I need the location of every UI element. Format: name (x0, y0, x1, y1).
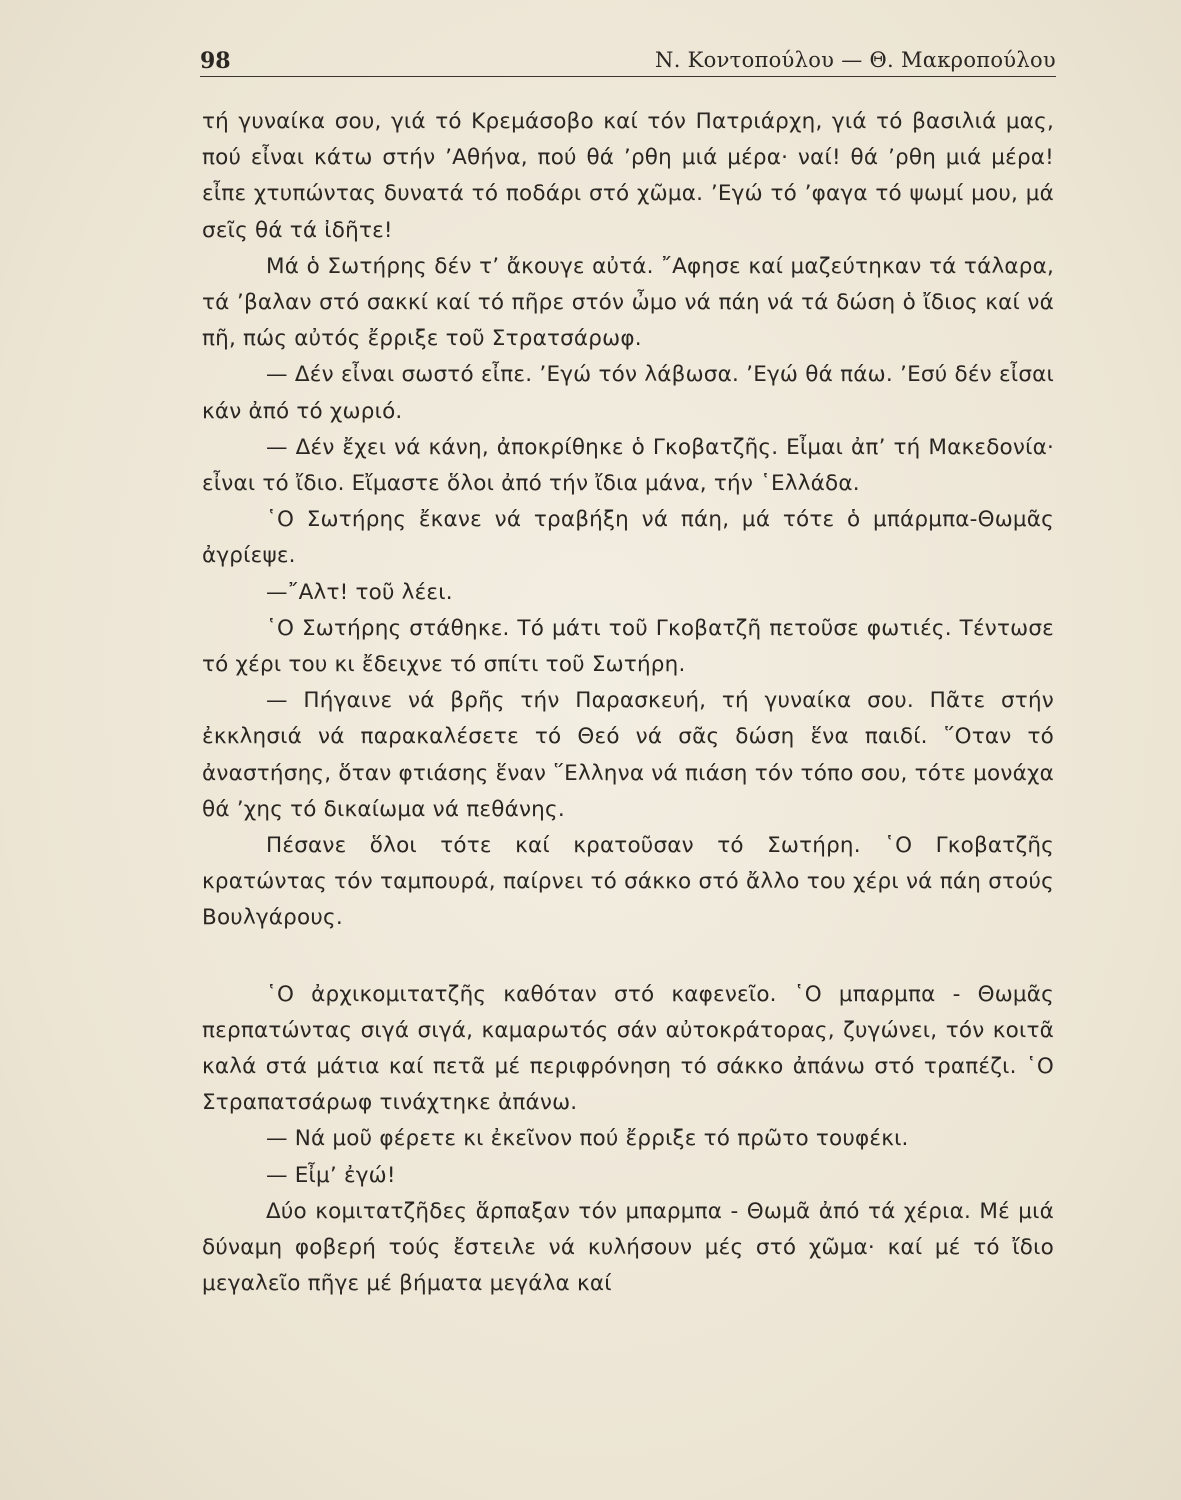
paragraph: —῎Αλτ! τοῦ λέει. (266, 579, 453, 605)
body-text (202, 104, 1054, 1303)
page-header (200, 44, 1056, 78)
paragraph: τή γυναίκα σου, γιά τό Κρεμάσοβο καί τόν Πατριάρχη, γιά τό βασιλιά μας, πού εἶναι κάτω στήν ’Αθήνα, πού θά ’ρθη μιά μέρα· ναί! θά ’ρθη μιά μέρα! εἶπε χτυπώντας δυνατά τό ποδάρι στό χῶμα. ’Εγώ τό ’φαγα τό ψωμί μου, μά σεῖς θά τά ἰδῆτε! (202, 109, 1054, 243)
paragraph: — Νά μοῦ φέρετε κι ἐκεῖνον πού ἔρριξε τό πρῶτο τουφέκι. (266, 1126, 909, 1152)
paragraph: — Πήγαινε νά βρῆς τήν Παρασκευή, τή γυναίκα σου. Πᾶτε στήν ἐκκλησιά νά παρακαλέσετε τό Θεό νά σᾶς δώση ἕνα παιδί. ῞Οταν τό ἀναστήσης, ὅταν φτιάσης ἕναν ῞Ελληνα νά πιάση τόν τόπο σου, τότε μονάχα θά ’χης τό δικαίωμα νά πεθάνης. (202, 688, 1054, 822)
paragraph: ῾Ο ἀρχικομιτατζῆς καθόταν στό καφενεῖο. ῾Ο μπαρμπα - Θωμᾶς περπατώντας σιγά σιγά, καμαρωτός σάν αὐτοκράτορας, ζυγώνει, τόν κοιτᾶ καλά στά μάτια καί πετᾶ μέ περιφρόνηση τό σάκκο ἀπάνω στό τραπέζι. ῾Ο Στραπατσάρωφ τινάχτηκε ἀπάνω. (202, 981, 1054, 1116)
running-head: Ν. Κοντοπούλου — Θ. Μακροπούλου (655, 48, 1056, 72)
page-number: 98 (200, 48, 231, 74)
paragraph: — Εἶμ’ ἐγώ! (266, 1162, 396, 1188)
header-rule (200, 76, 1056, 77)
paragraph: — Δέν εἶναι σωστό εἶπε. ’Εγώ τόν λάβωσα. ’Εγώ θά πάω. ’Εσύ δέν εἶσαι κάν ἀπό τό χωριό. (202, 362, 1054, 424)
paragraph: Μά ὁ Σωτήρης δέν τ’ ἄκουγε αὐτά. ῎Αφησε καί μαζεύτηκαν τά τάλαρα, τά ’βαλαν στό σακκί καί τό πῆρε στόν ὦμο νά πάη νά τά δώση ὁ ἴδιος καί νά πῆ, πώς αὐτός ἔρριξε τοῦ Στρατσάρωφ. (202, 253, 1054, 352)
paragraph: ῾Ο Σωτήρης ἔκανε νά τραβήξη νά πάη, μά τότε ὁ μπάρμπα-Θωμᾶς ἀγρίεψε. (202, 507, 1054, 569)
paragraph: Δύο κομιτατζῆδες ἅρπαξαν τόν μπαρμπα - Θωμᾶ ἀπό τά χέρια. Μέ μιά δύναμη φοβερή τούς ἔστειλε νά κυλήσουν μές στό χῶμα· καί μέ τό ἴδιο μεγαλεῖο πῆγε μέ βήματα μεγάλα καί (202, 1198, 1054, 1297)
paragraph: — Δέν ἔχει νά κάνη, ἀποκρίθηκε ὁ Γκοβατζῆς. Εἶμαι ἀπ’ τή Μακεδονία· εἶναι τό ἴδιο. Εἴμαστε ὅλοι ἀπό τήν ἴδια μάνα, τήν ῾Ελλάδα. (202, 434, 1054, 497)
paragraph: ῾Ο Σωτήρης στάθηκε. Τό μάτι τοῦ Γκοβατζῆ πετοῦσε φωτιές. Τέντωσε τό χέρι του κι ἔδειχνε τό σπίτι τοῦ Σωτήρη. (202, 615, 1054, 678)
paragraph: Πέσανε ὅλοι τότε καί κρατοῦσαν τό Σωτήρη. ῾Ο Γκοβατζῆς κρατώντας τόν ταμπουρά, παίρνει τό σάκκο στό ἄλλο του χέρι νά πάη στούς Βουλγάρους. (202, 833, 1054, 931)
section-break (202, 937, 1054, 977)
